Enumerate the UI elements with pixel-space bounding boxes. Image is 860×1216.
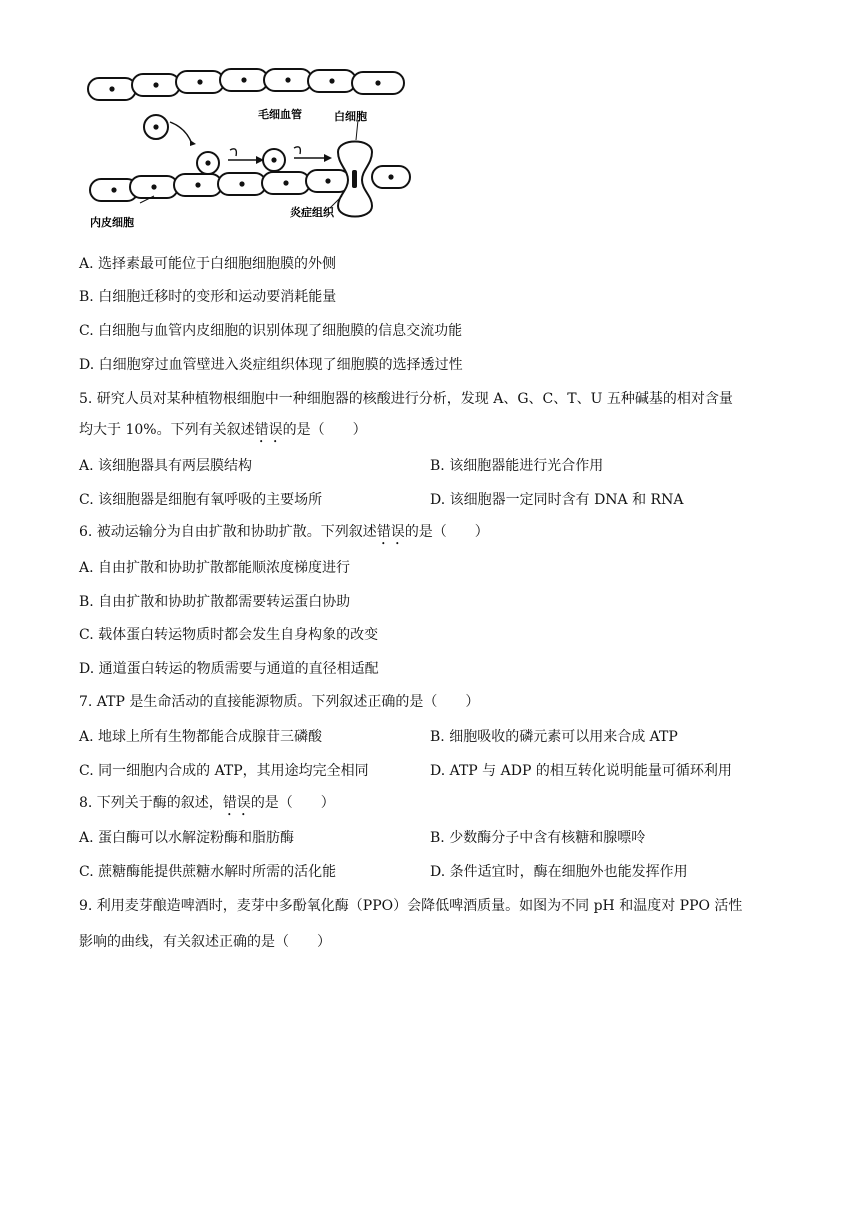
q5-option-d[interactable]: D. 该细胞器一定同时含有 DNA 和 RNA bbox=[430, 492, 684, 508]
label-capillary: 毛细血管 bbox=[258, 108, 302, 121]
label-inflammatory-tissue: 炎症组织 bbox=[290, 206, 334, 219]
q8-option-c[interactable]: C. 蔗糖酶能提供蔗糖水解时所需的活化能 bbox=[79, 864, 337, 880]
emphasis-word: 错误 bbox=[254, 422, 283, 438]
q6-option-d[interactable]: D. 通道蛋白转运的物质需要与通道的直径相适配 bbox=[79, 661, 379, 677]
q4-option-c[interactable]: C. 白细胞与血管内皮细胞的识别体现了细胞膜的信息交流功能 bbox=[79, 323, 463, 339]
q8-option-a[interactable]: A. 蛋白酶可以水解淀粉酶和脂肪酶 bbox=[79, 830, 295, 846]
leukocyte-migration-diagram bbox=[80, 60, 420, 235]
q5-option-a[interactable]: A. 该细胞器具有两层膜结构 bbox=[79, 458, 253, 474]
q9-stem-line2: 影响的曲线，有关叙述正确的是（ ） bbox=[79, 934, 331, 950]
q8-option-b[interactable]: B. 少数酶分子中含有核糖和腺嘌呤 bbox=[430, 830, 646, 846]
emphasis-word: 错误 bbox=[222, 795, 251, 811]
emphasis-word: 错误 bbox=[376, 524, 405, 540]
q8-option-d[interactable]: D. 条件适宜时，酶在细胞外也能发挥作用 bbox=[430, 864, 688, 880]
q7-stem: 7. ATP 是生命活动的直接能源物质。下列叙述正确的是（ ） bbox=[79, 694, 480, 710]
q7-option-b[interactable]: B. 细胞吸收的磷元素可以用来合成 ATP bbox=[430, 729, 678, 745]
q6-option-a[interactable]: A. 自由扩散和协助扩散都能顺浓度梯度进行 bbox=[79, 560, 351, 576]
q4-option-a[interactable]: A. 选择素最可能位于白细胞细胞膜的外侧 bbox=[79, 256, 337, 272]
label-leukocyte: 白细胞 bbox=[334, 110, 367, 123]
q7-option-c[interactable]: C. 同一细胞内合成的 ATP，其用途均完全相同 bbox=[79, 763, 369, 779]
q6-option-c[interactable]: C. 载体蛋白转运物质时都会发生自身构象的改变 bbox=[79, 627, 379, 643]
q8-stem: 8. 下列关于酶的叙述，错误的是（ ） bbox=[79, 795, 335, 811]
q5-stem-line1: 5. 研究人员对某种植物根细胞中一种细胞器的核酸进行分析，发现 A、G、C、T、U 五种碱基的相对含量 bbox=[79, 391, 733, 407]
q6-stem: 6. 被动运输分为自由扩散和协助扩散。下列叙述错误的是（ ） bbox=[79, 524, 489, 540]
q9-stem-line1: 9. 利用麦芽酿造啤酒时，麦芽中多酚氧化酶（PPO）会降低啤酒质量。如图为不同 pH 和温度对 PPO 活性 bbox=[79, 898, 743, 914]
q7-option-a[interactable]: A. 地球上所有生物都能合成腺苷三磷酸 bbox=[79, 729, 323, 745]
q7-option-d[interactable]: D. ATP 与 ADP 的相互转化说明能量可循环利用 bbox=[430, 763, 732, 779]
q6-option-b[interactable]: B. 自由扩散和协助扩散都需要转运蛋白协助 bbox=[79, 594, 351, 610]
q4-option-d[interactable]: D. 白细胞穿过血管壁进入炎症组织体现了细胞膜的选择透过性 bbox=[79, 357, 463, 373]
q5-stem-line2: 均大于 10%。下列有关叙述错误的是（ ） bbox=[79, 422, 367, 438]
label-endothelial: 内皮细胞 bbox=[90, 216, 134, 229]
q4-option-b[interactable]: B. 白细胞迁移时的变形和运动要消耗能量 bbox=[79, 289, 337, 305]
q5-option-b[interactable]: B. 该细胞器能进行光合作用 bbox=[430, 458, 604, 474]
q5-option-c[interactable]: C. 该细胞器是细胞有氧呼吸的主要场所 bbox=[79, 492, 323, 508]
